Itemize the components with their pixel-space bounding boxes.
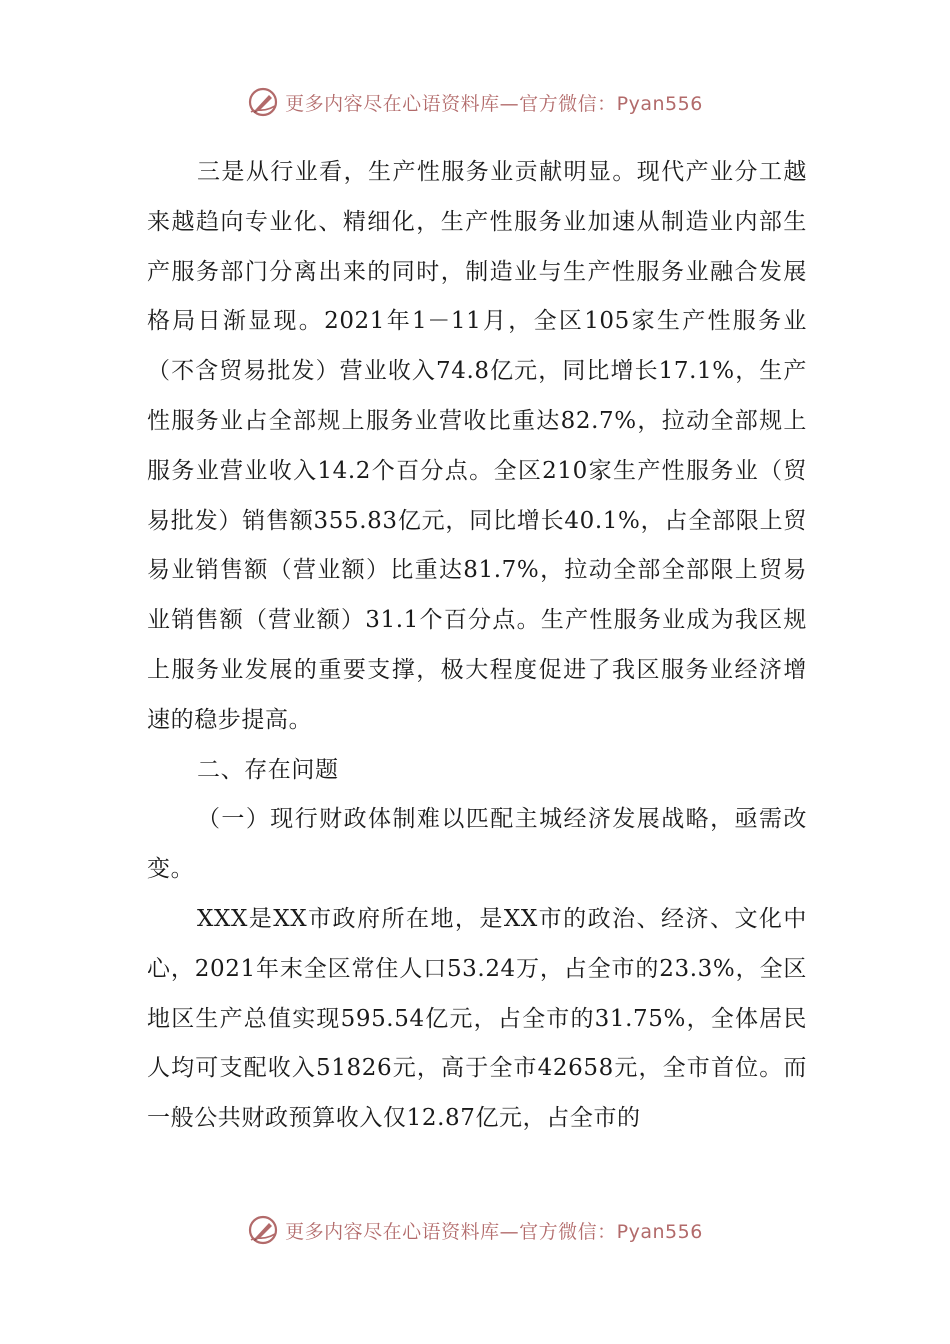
pen-logo-icon (247, 86, 279, 118)
watermark-text: 更多内容尽在心语资料库—官方微信：Pyan556 (285, 1220, 703, 1243)
pen-logo-icon (247, 1214, 279, 1246)
watermark-text: 更多内容尽在心语资料库—官方微信：Pyan556 (285, 92, 703, 115)
document-body (147, 148, 807, 1144)
header-watermark (0, 82, 950, 122)
paragraph-industry-contribution: 三是从行业看，生产性服务业贡献明显。现代产业分工越来越趋向专业化、精细化，生产性服务业加速从制造业内部生产服务部门分离出来的同时，制造业与生产性服务业融合发展格局日渐显现。2021年1－11月，全区105家生产性服务业（不含贸易批发）营业收入74.8亿元，同比增长17.1%，生产性服务业占全部规上服务业营收比重达82.7%，拉动全部规上服务业营业收入14.2个百分点。全区210家生产性服务业（贸易批发）销售额355.83亿元，同比增长40.1%，占全部限上贸易业销售额（营业额）比重达81.7%，拉动全部全部限上贸易业销售额（营业额）31.1个百分点。生产性服务业成为我区规上服务业发展的重要支撑，极大程度促进了我区服务业经济增速的稳步提高。 (147, 159, 807, 733)
paragraph-district-overview: XXX是XX市政府所在地，是XX市的政治、经济、文化中心，2021年末全区常住人口53.24万，占全市的23.3%，全区地区生产总值实现595.54亿元，占全市的31.75%，全体居民人均可支配收入51826元，高于全市42658元，全市首位。而一般公共财政预算收入仅12.87亿元，占全市的 (147, 905, 807, 1132)
footer-watermark (0, 1210, 950, 1250)
section-heading-problems: 二、存在问题 (197, 756, 339, 783)
subsection-heading-fiscal-system: （一）现行财政体制难以匹配主城经济发展战略，亟需改变。 (147, 806, 807, 883)
